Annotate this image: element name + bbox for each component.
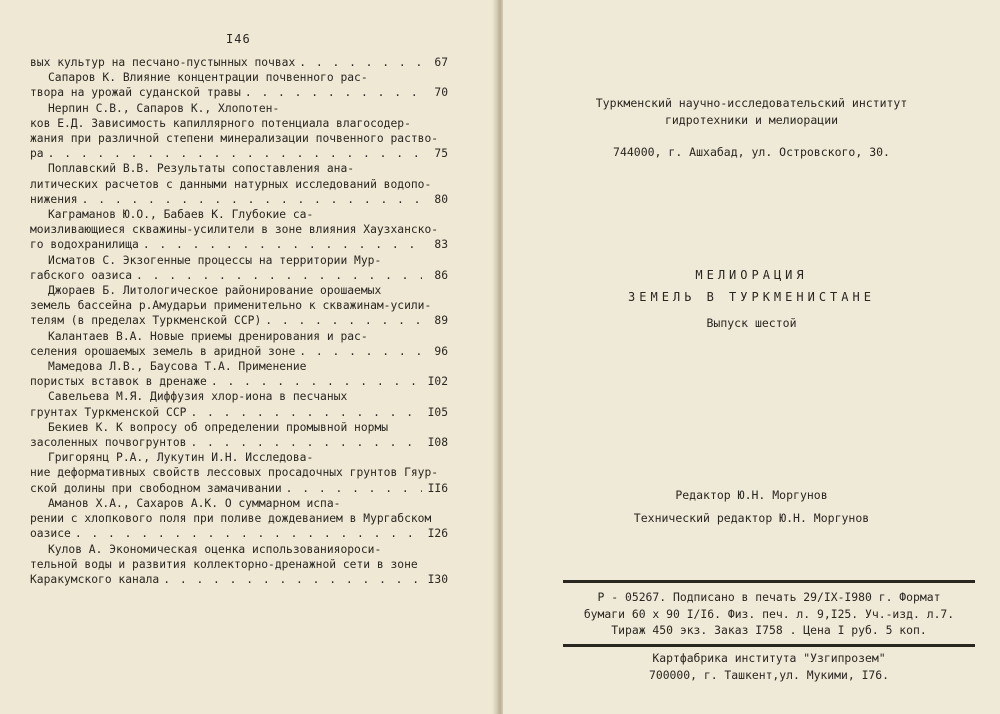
dot-leader — [82, 192, 422, 207]
toc-page-number: I26 — [427, 527, 448, 541]
printer-line: 700000, г. Ташкент,ул. Мукими, I76. — [648, 667, 890, 682]
printer-info — [563, 650, 975, 683]
toc-entry-line: моизливающиеся скважины-усилители в зоне влияния Хаузханско- — [30, 223, 439, 237]
institute-address: 744000, г. Ашхабад, ул. Островского, 30. — [613, 145, 890, 159]
toc-entry-line: ков Е.Д. Зависимость капиллярного потенциала влагосодер- — [30, 116, 411, 130]
toc-entry-text: оазисе — [30, 527, 71, 541]
book-title-line1: МЕЛИОРАЦИЯ — [695, 268, 808, 282]
toc-entry-text: ской долины при свободном замачивании — [30, 481, 282, 495]
toc-entry — [30, 70, 448, 100]
left-page — [0, 0, 497, 714]
dot-leader — [211, 374, 422, 389]
toc-entry-text: ра — [30, 147, 44, 161]
toc-entry-line: земель бассейна р.Амударьи применительно к скважинам-усили- — [30, 299, 432, 313]
toc-entry-last-line — [30, 344, 448, 359]
toc-entry-line: жания при различной степени минерализации почвенного раство- — [30, 132, 439, 146]
dot-leader — [299, 344, 422, 359]
imprint-line: Р - 05267. Подписано в печать 29/IX-I980 г. Формат — [597, 590, 941, 604]
toc-page-number: I05 — [427, 405, 448, 419]
toc-entry-line: Нерпин С.В., Сапаров К., Хлопотен- — [48, 101, 280, 115]
toc-page-number: I30 — [427, 572, 448, 586]
toc-entry — [30, 55, 448, 70]
toc-entry-line: Калантаев В.А. Новые приемы дренирования и рас- — [48, 329, 368, 343]
toc-entry-line: тельной воды и развития коллекторно-дренажной сети в зоне — [30, 557, 418, 571]
toc-entry-text: габского оазиса — [30, 268, 133, 282]
toc-entry — [30, 101, 448, 162]
toc-entry-last-line — [30, 572, 448, 587]
toc-entry-last-line — [30, 55, 448, 70]
toc-entry-line: литических расчетов с данными натурных исследований водопо- — [30, 177, 432, 191]
toc-entry-text: вых культур на песчано-пустынных почвах — [30, 56, 296, 69]
toc-entry-text: селения орошаемых земель в аридной зоне — [30, 344, 296, 358]
toc-entry — [30, 389, 448, 419]
toc-entry-line: Григорянц Р.А., Лукутин И.Н. Исследова- — [48, 451, 314, 465]
printer-line: Картфабрика института "Узгипрозем" — [652, 651, 886, 665]
toc-entry-line: Джораев Б. Литологическое районирование орошаемых — [48, 284, 382, 298]
institute-line: гидротехники и мелиорации — [664, 113, 839, 127]
toc-page-number: I02 — [427, 375, 448, 389]
toc-entry-line: Савельева М.Я. Диффузия хлор-иона в песчаных — [48, 390, 348, 404]
dot-leader — [299, 55, 422, 70]
toc-entry — [30, 253, 448, 283]
tech-editor-credit: Технический редактор Ю.Н. Моргунов — [633, 511, 870, 525]
toc-page-number: 67 — [434, 56, 448, 69]
book-title-line2: ЗЕМЕЛЬ В ТУРКМЕНИСТАНЕ — [628, 290, 875, 304]
dot-leader — [245, 85, 422, 100]
toc-entry-text: твора на урожай суданской травы — [30, 86, 241, 100]
dot-leader — [190, 405, 422, 420]
toc-page-number: 83 — [434, 238, 448, 252]
toc-entry-last-line — [30, 146, 448, 161]
toc-entry-line: Сапаров К. Влияние концентрации почвенного рас- — [48, 71, 368, 85]
toc-entry — [30, 329, 448, 359]
toc-entry-line: Каграманов Ю.О., Бабаев К. Глубокие са- — [48, 208, 314, 222]
toc-entry-text: засоленных почвогрунтов — [30, 436, 187, 450]
dot-leader — [48, 146, 422, 161]
toc-entry-text: пористых вставок в дренаже — [30, 375, 207, 389]
toc-page-number: 70 — [434, 86, 448, 100]
toc-entry-last-line — [30, 481, 448, 496]
toc-entry-last-line — [30, 192, 448, 207]
toc-entry-text: нижения — [30, 192, 78, 206]
toc-entry-line: рении с хлопкового поля при поливе дождеванием в Мургабском — [30, 512, 432, 526]
dot-leader — [75, 526, 422, 541]
editor-credit: Редактор Ю.Н. Моргунов — [675, 488, 828, 502]
toc-entry-line: Кулов А. Экономическая оценка использованияороси- — [48, 542, 382, 556]
toc-entry-last-line — [30, 374, 448, 389]
institute-line: Туркменский научно-исследовательский институт — [595, 96, 908, 110]
toc-page-number: 89 — [434, 314, 448, 328]
dot-leader — [136, 268, 422, 283]
toc-entry — [30, 542, 448, 588]
toc-entry-last-line — [30, 526, 448, 541]
page-number: I46 — [226, 32, 251, 46]
toc-entry-last-line — [30, 237, 448, 252]
toc-entry-line: Аманов Х.А., Сахаров А.К. О суммарном испа- — [48, 496, 341, 510]
imprint-line: бумаги 60 х 90 I/I6. Физ. печ. л. 9,I25. Уч.-изд. л.7. — [583, 606, 955, 621]
toc-entry-last-line — [30, 313, 448, 328]
toc-entry-last-line — [30, 85, 448, 100]
toc-page-number: 86 — [434, 268, 448, 282]
toc-entry-line: Поплавский В.В. Результаты сопоставления ана- — [48, 162, 355, 176]
toc-entry — [30, 161, 448, 207]
dot-leader — [286, 481, 422, 496]
toc-entry-line: Мамедова Л.В., Баусова Т.А. Применение — [48, 360, 307, 374]
toc-page-number: 96 — [434, 344, 448, 358]
toc-entry-last-line — [30, 405, 448, 420]
toc-page-number: 80 — [434, 192, 448, 206]
imprint-box — [563, 580, 975, 647]
table-of-contents — [30, 55, 448, 587]
right-page — [503, 0, 1000, 714]
toc-entry-text: телям (в пределах Туркменской ССР) — [30, 314, 262, 328]
issue-label: Выпуск шестой — [706, 316, 797, 330]
toc-entry-last-line — [30, 268, 448, 283]
toc-page-number: 75 — [434, 147, 448, 161]
toc-entry-text: го водохранилища — [30, 238, 139, 252]
toc-entry — [30, 207, 448, 253]
toc-entry-text: Каракумского канала — [30, 572, 160, 586]
toc-entry-line: Бекиев К. К вопросу об определении промывной нормы — [48, 420, 389, 434]
toc-entry — [30, 496, 448, 542]
toc-entry-line: ние деформативных свойств лессовых просадочных грунтов Гяур- — [30, 466, 439, 480]
dot-leader — [163, 572, 422, 587]
toc-entry-last-line — [30, 435, 448, 450]
toc-entry-line: Исматов С. Экзогенные процессы на территории Мур- — [48, 253, 382, 267]
toc-entry — [30, 450, 448, 496]
imprint-line: Тираж 450 экз. Заказ I758 . Цена I руб. 5 коп. — [611, 623, 927, 637]
toc-entry — [30, 420, 448, 450]
institute-name — [503, 95, 1000, 129]
toc-page-number: II6 — [427, 481, 448, 495]
dot-leader — [143, 237, 422, 252]
toc-entry-text: грунтах Туркменской ССР — [30, 405, 187, 419]
toc-page-number: I08 — [427, 436, 448, 450]
dot-leader — [190, 435, 422, 450]
toc-entry — [30, 359, 448, 389]
toc-entry — [30, 283, 448, 329]
dot-leader — [265, 313, 422, 328]
